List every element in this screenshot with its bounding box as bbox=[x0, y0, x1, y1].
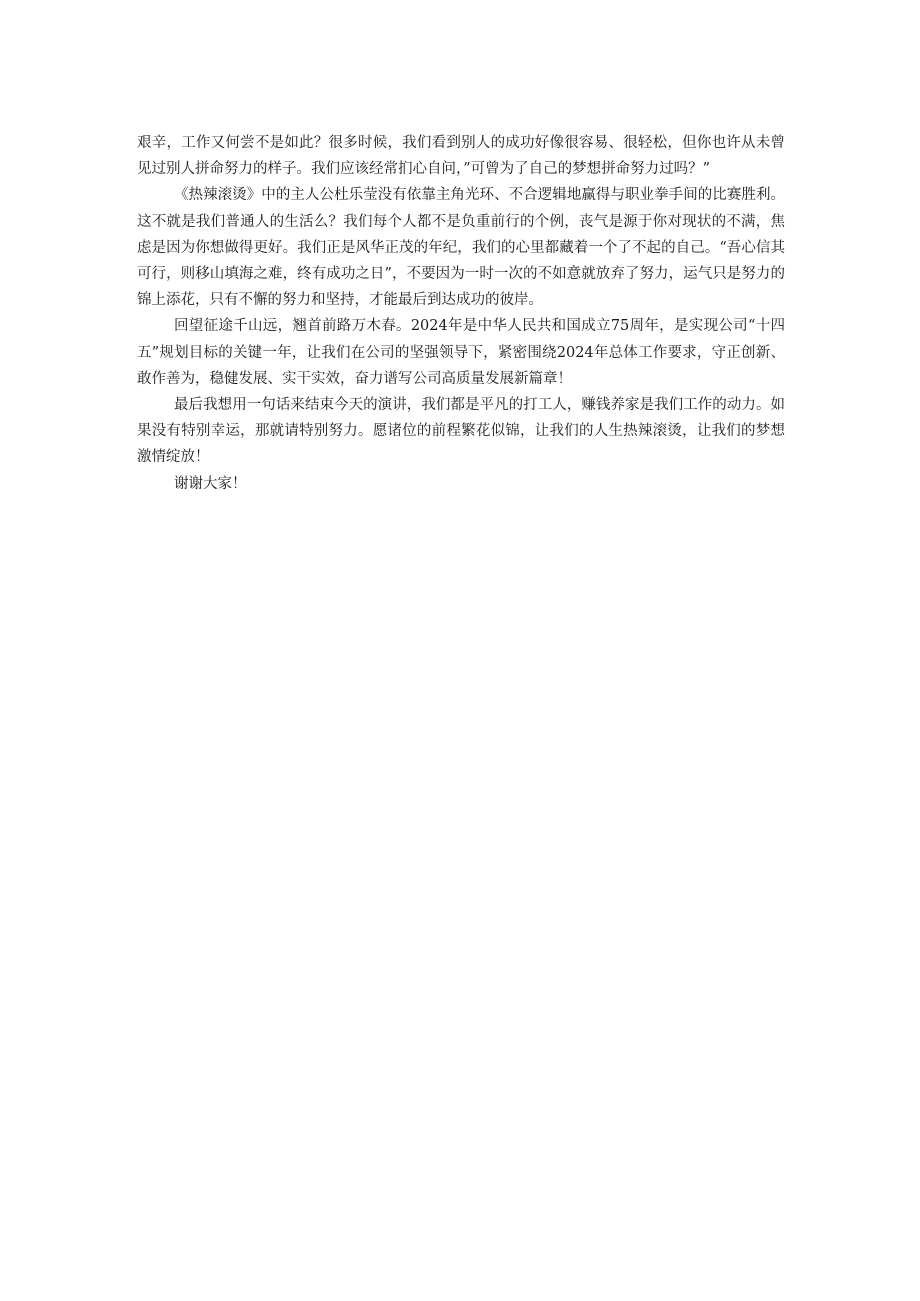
paragraph-hot-and-spicy: 《热辣滚烫》中的主人公杜乐莹没有依靠主角光环、不合逻辑地赢得与职业拳手间的比赛胜利。这不就是我们普通人的生活么？我们每个人都不是负重前行的个例，丧气是源于你对现状的不满，焦虑是因为你想做得更好。我们正是风华正茂的年纪，我们的心里都藏着一个了不起的自己。“吾心信其可行，则移山填海之难，终有成功之日”，不要因为一时一次的不如意就放弃了努力，运气只是努力的锦上添花，只有不懈的努力和坚持，才能最后到达成功的彼岸。 bbox=[137, 187, 785, 309]
paragraph-looking-back: 回望征途千山远，翘首前路万木春。2024年是中华人民共和国成立75周年，是实现公司“十四五”规划目标的关键一年，让我们在公司的坚强领导下，紧密围绕2024年总体工作要求，守正创新、敢作善为，稳健发展、实干实效，奋力谱写公司高质量发展新篇章！ bbox=[137, 318, 785, 387]
paragraph-thanks: 谢谢大家！ bbox=[174, 475, 247, 492]
document-page bbox=[137, 130, 785, 497]
paragraph-closing: 最后我想用一句话来结束今天的演讲，我们都是平凡的打工人，赚钱养家是我们工作的动力。如果没有特别幸运，那就请特别努力。愿诸位的前程繁花似锦，让我们的人生热辣滚烫，让我们的梦想激情绽放！ bbox=[137, 397, 785, 466]
paragraph-continuation: 艰辛，工作又何尝不是如此？很多时候，我们看到别人的成功好像很容易、很轻松，但你也许从未曾见过别人拼命努力的样子。我们应该经常扪心自问，”可曾为了自己的梦想拼命努力过吗？” bbox=[137, 135, 785, 178]
